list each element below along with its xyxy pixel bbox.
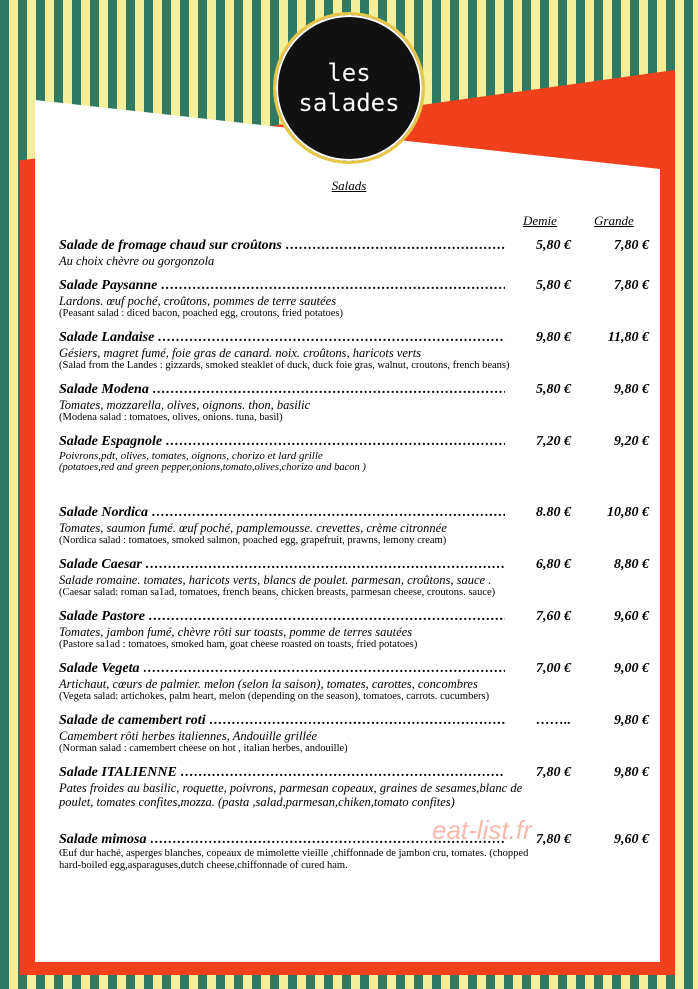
item-translation: (Modena salad : tomatoes, olives, onions. tuna, basil)	[59, 412, 283, 423]
price-demie: ……..	[536, 713, 571, 728]
price-grande: 9,80 €	[614, 382, 649, 397]
badge-line-1: les	[327, 59, 371, 87]
price-demie: 6,80 €	[536, 557, 571, 572]
column-header-grande: Grande	[594, 213, 634, 228]
menu-item	[59, 608, 649, 651]
item-translation: (Nordica salad : tomatoes, smoked salmon, poached egg, grapefruit, prawns, lemony cream)	[59, 535, 447, 546]
item-translation: (Norman salad : camembert cheese on hot , italian herbes, andouille)	[59, 743, 348, 754]
price-grande: 9,80 €	[614, 713, 649, 728]
price-grande: 7,80 €	[614, 238, 649, 253]
price-demie: 7,80 €	[536, 832, 571, 847]
price-demie: 9,80 €	[536, 330, 571, 345]
item-translation: (Pastore sa1ad : tomatoes, smoked ham, goat cheese roasted on toasts, fried potatoes)	[59, 639, 418, 650]
item-name: Salade Espagnole	[59, 434, 163, 449]
price-grande: 9,60 €	[614, 832, 649, 847]
item-translation: (potatoes,red and green pepper,onions,tomato,olives,chorizo and bacon )	[59, 462, 366, 473]
item-name: Salade Paysanne	[59, 278, 158, 293]
menu-item	[59, 712, 649, 755]
item-name: Salade ITALIENNE	[59, 765, 177, 780]
price-grande: 9,60 €	[614, 609, 649, 624]
price-grande: 8,80 €	[614, 557, 649, 572]
price-demie: 5,80 €	[536, 382, 571, 397]
item-name: Salade Landaise	[59, 330, 155, 345]
menu-item	[59, 277, 649, 320]
item-translation: (Salad from the Landes : gizzards, smoked steaklet of duck, duck foie gras, walnut, croutons, french beans)	[59, 360, 510, 371]
menu-item	[59, 660, 649, 703]
item-name: Salade de camembert roti	[59, 713, 206, 728]
item-translation: (Peasant salad : diced bacon, poached egg, croutons, fried potatoes)	[59, 308, 343, 319]
item-description: Poivrons,pdt, olives, tomates, oignons, chorizo et lard grille	[59, 450, 323, 462]
menu-item	[59, 237, 649, 268]
price-grande: 9,80 €	[614, 765, 649, 780]
menu-item	[59, 831, 649, 872]
item-name: Salade Caesar	[59, 557, 142, 572]
price-grande: 11,80 €	[607, 330, 649, 345]
menu-item	[59, 764, 649, 809]
price-grande: 9,00 €	[614, 661, 649, 676]
price-grande: 10,80 €	[607, 505, 649, 520]
section-title: Salads	[331, 178, 367, 193]
title-badge	[273, 12, 425, 164]
item-translation: Œuf dur haché, asperges blanches, copeaux de mimolette vieille ,chiffonnade de jambon cru, tomates. (chopped hard-boiled egg,asparaguses,dutch cheese,chiffonnade of cured ham.	[59, 848, 529, 871]
item-name: Salade mimosa	[59, 832, 147, 847]
item-name: Salade Modena	[59, 382, 149, 397]
menu-item	[59, 329, 649, 372]
price-demie: 7,00 €	[536, 661, 571, 676]
item-description: Camembert rôti herbes italiennes, Andouille grillée	[59, 729, 318, 743]
item-translation: (Caesar salad: roman sa1ad, tomatoes, french beans, chicken breasts, parmesan cheese, croutons. sauce)	[59, 587, 496, 598]
item-description: Tomates, saumon fumé. œuf poché, pamplemousse. crevettes, crème citronnée	[59, 521, 447, 535]
item-description: Salade romaine. tomates, haricots verts, blancs de poulet. parmesan, croûtons, sauce .	[59, 573, 492, 587]
price-demie: 5,80 €	[536, 278, 571, 293]
item-description: Tomates, jambon fumé, chèvre rôti sur toasts, pomme de terres sautées	[59, 625, 413, 639]
menu-item	[59, 556, 649, 599]
price-demie: 7,60 €	[536, 609, 571, 624]
item-translation: (Vegeta salad: artichokes, palm heart, melon (depending on the season), tomatoes, carrots. cucumbers)	[59, 691, 490, 702]
column-header-demie: Demie	[523, 213, 557, 228]
item-description: Lardons. œuf poché, croûtons, pommes de terre sautées	[59, 294, 337, 308]
item-name: Salade Vegeta	[59, 661, 140, 676]
price-demie: 7,80 €	[536, 765, 571, 780]
menu-item	[59, 381, 649, 424]
item-description: Pates froides au basilic, roquette, poivrons, parmesan copeaux, graines de sesames,blanc de poulet, tomates confites,mozza. (pasta ,salad,parmesan,chiken,tomato confites)	[59, 781, 523, 809]
item-description: Gésiers, magret fumé, foie gras de canard. noix. croûtons, haricots verts	[59, 346, 422, 360]
item-description: Artichaut, cœurs de palmier. melon (selon la saison), tomates, carottes, concombres	[59, 677, 478, 691]
badge-line-2: salades	[298, 89, 400, 117]
price-grande: 7,80 €	[614, 278, 649, 293]
item-description: Tomates, mozzarella, olives, oignons. thon, basilic	[59, 398, 311, 412]
watermark-text: eat-list.fr	[432, 815, 532, 845]
item-description: Au choix chèvre ou gorgonzola	[59, 254, 215, 268]
price-demie: 8.80 €	[536, 505, 571, 520]
menu-items	[59, 237, 649, 881]
menu-item	[59, 433, 649, 474]
item-name: Salade Pastore	[59, 609, 145, 624]
menu-item	[59, 504, 649, 547]
item-name: Salade de fromage chaud sur croûtons	[59, 238, 282, 253]
price-demie: 5,80 €	[536, 238, 571, 253]
price-demie: 7,20 €	[536, 434, 571, 449]
price-grande: 9,20 €	[614, 434, 649, 449]
item-name: Salade Nordica	[59, 505, 149, 520]
